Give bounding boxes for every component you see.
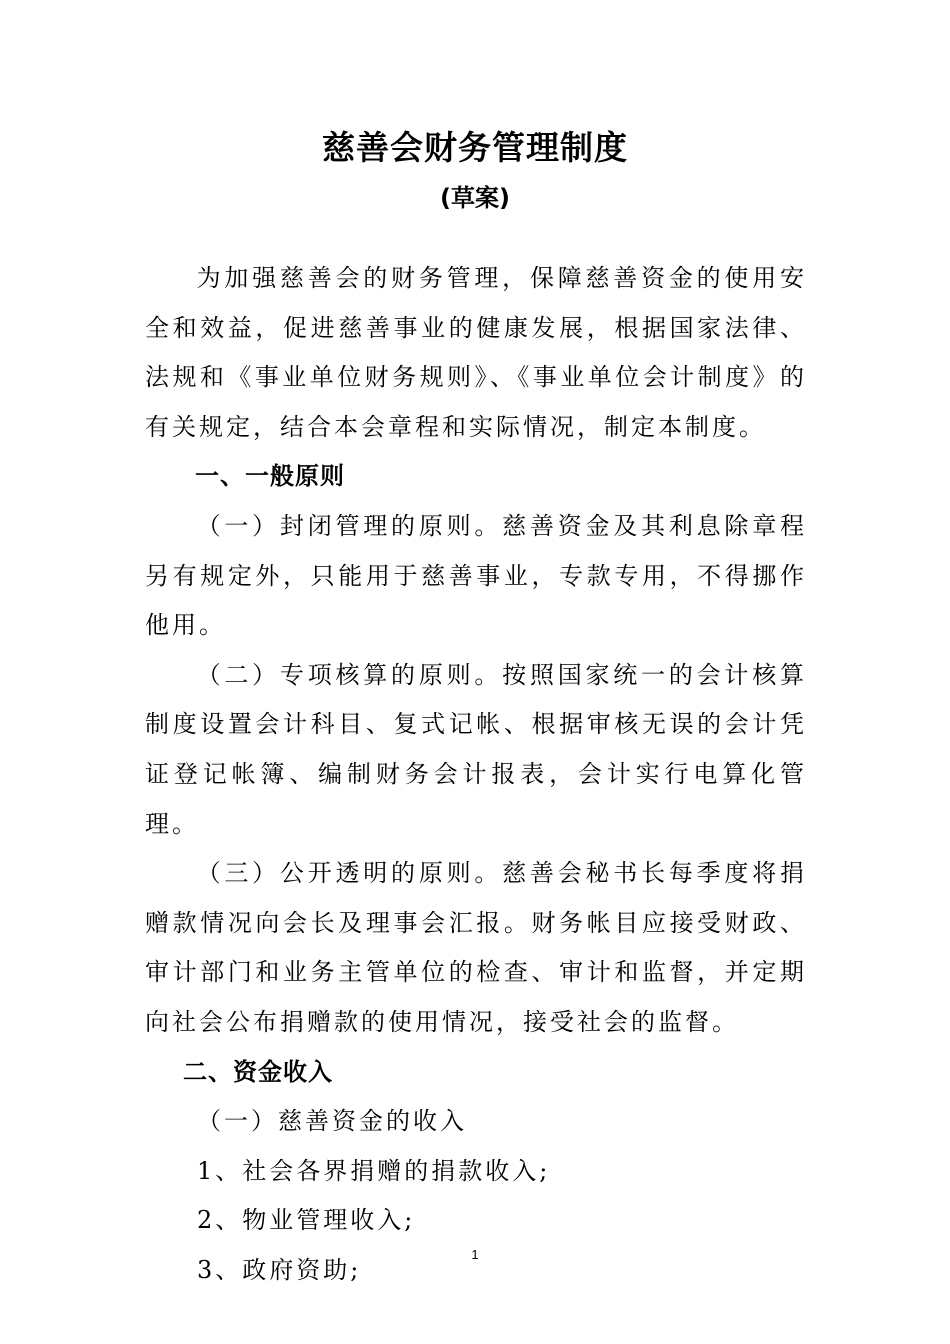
document-title: 慈善会财务管理制度 xyxy=(322,128,628,167)
principle-closed-management: （一）封闭管理的原则。慈善资金及其利息除章程另有规定外，只能用于慈善事业，专款专用，不得挪作他用。 xyxy=(145,511,807,640)
principle-special-accounting: （二）专项核算的原则。按照国家统一的会计核算制度设置会计科目、复式记帐、根据审核无误的会计凭证登记帐簿、编制财务会计报表，会计实行电算化管理。 xyxy=(145,660,807,838)
list-item: 1、社会各界捐赠的捐款收入; xyxy=(197,1156,551,1185)
document-subtitle: (草案) xyxy=(440,184,510,212)
principle-transparency: （三）公开透明的原则。慈善会秘书长每季度将捐赠款情况向会长及理事会汇报。财务帐目应接受财政、审计部门和业务主管单位的检查、审计和监督，并定期向社会公布捐赠款的使用情况，接受社会的监督。 xyxy=(145,859,807,1036)
intro-paragraph: 为加强慈善会的财务管理，保障慈善资金的使用安全和效益，促进慈善事业的健康发展，根据国家法律、法规和《事业单位财务规则》、《事业单位会计制度》的有关规定，结合本会章程和实际情况，制定本制度。 xyxy=(145,264,807,441)
list-item: 3、政府资助; xyxy=(197,1255,362,1284)
subheading-charity-fund-income: （一）慈善资金的收入 xyxy=(197,1107,467,1136)
document-body xyxy=(145,254,807,1295)
list-item: 2、物业管理收入; xyxy=(197,1206,416,1235)
page-number: 1 xyxy=(471,1247,479,1262)
section-heading-fund-income: 二、资金收入 xyxy=(183,1057,333,1086)
section-heading-general-principles: 一、一般原则 xyxy=(195,462,345,491)
